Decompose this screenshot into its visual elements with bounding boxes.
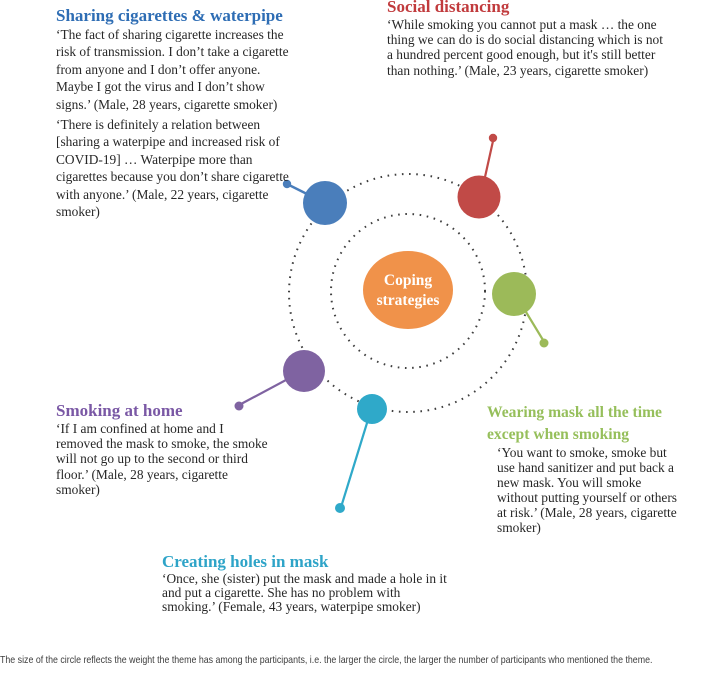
theme-block-social [387, 0, 663, 78]
theme-block-mask [487, 402, 699, 535]
connector-dot-mask [540, 339, 549, 348]
theme-circle-mask [492, 272, 536, 316]
theme-circle-sharing [303, 181, 347, 225]
theme-circle-social [458, 176, 501, 219]
theme-quote: ‘The fact of sharing cigarette increases the risk of transmission. I don’t take a cigarette from anyone and I don’t offer anyone. Maybe I got the virus and I don’t show signs.’ (Male, 28 years, cigarette smoker) [56, 27, 289, 112]
theme-circle-home [283, 350, 325, 392]
theme-quote: ‘Once, she (sister) put the mask and made a hole in it and put a cigarette. She has no problem with smoking.’ (Female, 43 years, waterpipe smoker) [162, 571, 447, 614]
theme-quote: ‘While smoking you cannot put a mask … the one thing we can do is do social distancing which is not a hundred percent good enough, but it's still better than nothing.’ (Male, 23 years, cigarette smoker) [387, 17, 663, 78]
theme-block-home [56, 401, 270, 497]
connector-line-mask [526, 312, 543, 340]
figure-caption: The size of the circle reflects the weight the theme has among the participants, i.e. the larger the circle, the larger the number of participants who mentioned the theme. [0, 655, 653, 666]
theme-title-mask: Wearing mask all the time except when smoking [487, 404, 662, 443]
theme-title-sharing: Sharing cigarettes & waterpipe [56, 6, 283, 25]
theme-quote: ‘There is definitely a relation between [sharing a waterpipe and increased risk of COVID-19] … Waterpipe more than cigarettes because you don’t share cigarette with anyone.’ (Male, 22 years, cigarette smoker) [56, 117, 289, 220]
theme-block-sharing [56, 6, 296, 220]
theme-circle-holes [357, 394, 387, 424]
theme-title-home: Smoking at home [56, 401, 183, 420]
theme-block-holes [162, 552, 452, 614]
theme-title-social: Social distancing [387, 0, 510, 16]
connector-line-social [485, 141, 493, 177]
connector-dot-social [489, 134, 497, 142]
theme-title-holes: Creating holes in mask [162, 552, 329, 571]
theme-quote: ‘If I am confined at home and I removed the mask to smoke, the smoke will not go up to the second or third floor.’ (Male, 28 years, cigarette smoker) [56, 421, 268, 497]
center-label: Coping strategies [376, 272, 440, 309]
theme-quote: ‘You want to smoke, smoke but use hand sanitizer and put back a new mask. You will smoke without putting yourself or others at risk.’ (Male, 28 years, cigarette smoker) [497, 445, 678, 535]
connector-line-holes [342, 423, 367, 504]
connector-dot-holes [335, 503, 345, 513]
